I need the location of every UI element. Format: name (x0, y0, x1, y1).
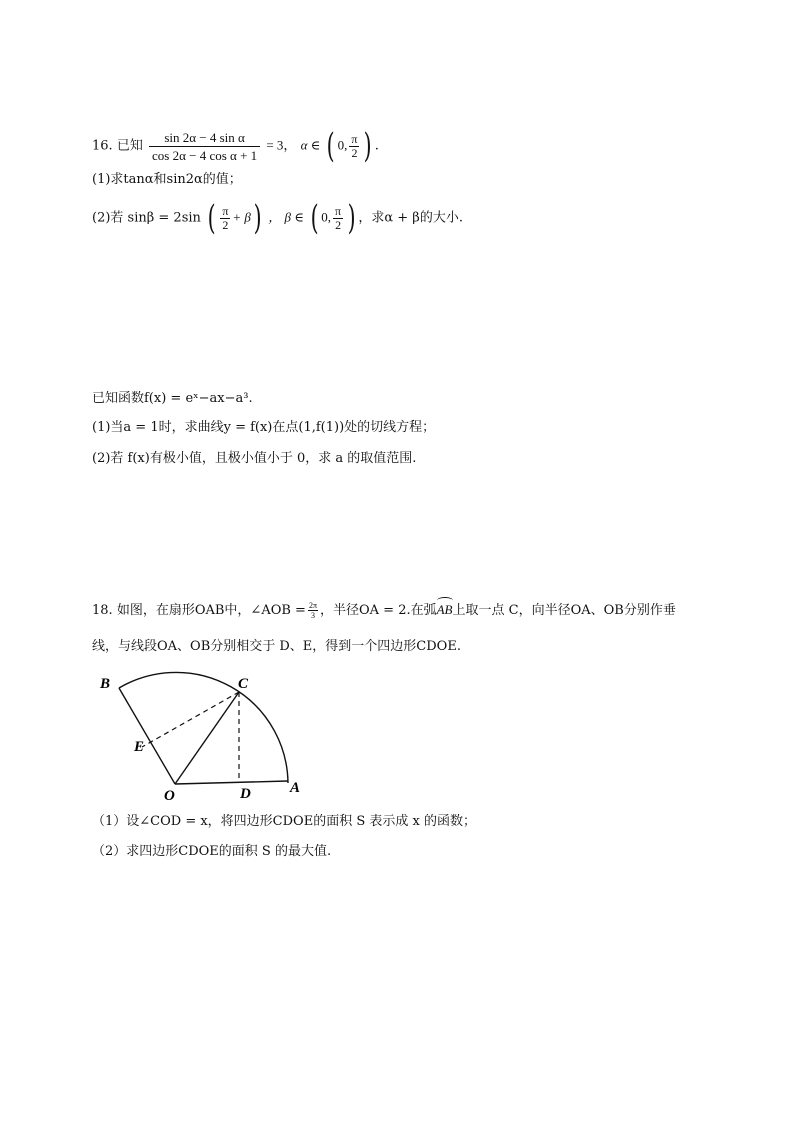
q16-part2-two: 2 (222, 217, 229, 232)
q16-part2 (92, 200, 463, 236)
q16-part2-plus-beta: + β (232, 209, 251, 225)
label-A: A (290, 780, 301, 796)
q16-fraction-numerator: sin 2α − 4 sin α (149, 129, 260, 147)
q16-alpha-domain: α ∈ (300, 137, 321, 153)
q16-beta-left-paren: ( (310, 198, 319, 238)
q16-beta-right-paren: ) (347, 198, 356, 238)
q16-two: 2 (351, 145, 358, 160)
label-E: E (134, 739, 145, 755)
q16-part2-lead: (2)若 sinβ = 2sin (92, 210, 201, 226)
q16-beta-domain: ， β ∈ (268, 209, 304, 225)
q18-angle-fraction (308, 601, 318, 620)
q18-angle-denominator: 3 (310, 611, 315, 620)
q16-left-paren: ( (327, 126, 336, 166)
q16-beta-two: 2 (335, 217, 342, 232)
q18-part1: （1）设∠COD = x，将四边形CDOE的面积 S 表示成 x 的函数； (92, 814, 476, 829)
q18-stem-b: ，半径OA = 2.在弧 (320, 603, 437, 618)
radius-OA (175, 781, 288, 784)
q17-stem: 已知函数f(x) = eˣ−ax−a³. (92, 391, 253, 406)
q16-part1: (1)求tanα和sin2α的值； (92, 172, 242, 187)
q16-number: 16. (92, 138, 113, 154)
sector-diagram (92, 668, 312, 808)
q17-part1: (1)当a = 1时，求曲线y = f(x)在点(1,f(1))处的切线方程； (92, 420, 436, 435)
q16-beta-interval-start: 0, (321, 209, 332, 225)
q17-part2: (2)若 f(x)有极小值，且极小值小于 0，求 a 的取值范围. (92, 451, 417, 466)
q18-arc-label: AB (437, 600, 453, 620)
q18-number: 18. (92, 603, 113, 618)
q16-part2-pi: π (222, 203, 229, 218)
q18-stem-c: 上取一点 C，向半径OA、OB分别作垂 (452, 603, 676, 618)
q16-right-paren: ) (364, 126, 373, 166)
q16-equals: = 3， (266, 137, 297, 153)
label-C: C (238, 676, 249, 692)
sector-figure (92, 668, 312, 808)
segment-CE (142, 692, 239, 747)
q16-interval-start: 0, (337, 137, 348, 153)
q16-beta-pi: π (335, 203, 342, 218)
q18-angle-numerator: 2π (308, 601, 317, 610)
q18-part2: （2）求四边形CDOE的面积 S 的最大值. (92, 844, 332, 859)
arc-AB (119, 672, 288, 783)
segment-OC (175, 692, 239, 784)
q16-part2-right-paren: ) (253, 198, 262, 238)
q16-period: . (374, 138, 379, 154)
q16-part2-tail: ，求α + β的大小. (358, 210, 463, 226)
q16-beta-pi-half (333, 205, 343, 232)
label-D: D (240, 786, 251, 802)
q16-fraction (149, 129, 260, 164)
q16-part2-left-paren: ( (207, 198, 216, 238)
radius-OB (119, 688, 175, 784)
q18-stem-line1 (92, 600, 676, 621)
label-B: B (100, 676, 111, 692)
label-O: O (164, 788, 175, 804)
q16-pi: π (351, 131, 358, 146)
q16-stem (92, 128, 379, 164)
q18-stem-a: 如图，在扇形OAB中，∠AOB = (116, 603, 306, 618)
q16-fraction-denominator: cos 2α − 4 cos α + 1 (151, 147, 258, 163)
q16-lead: 已知 (116, 138, 143, 154)
q16-part2-pi-half (220, 205, 230, 232)
q18-stem-line2: 线，与线段OA、OB分别相交于 D、E，得到一个四边形CDOE. (92, 639, 461, 654)
q16-pi-half (349, 133, 359, 160)
